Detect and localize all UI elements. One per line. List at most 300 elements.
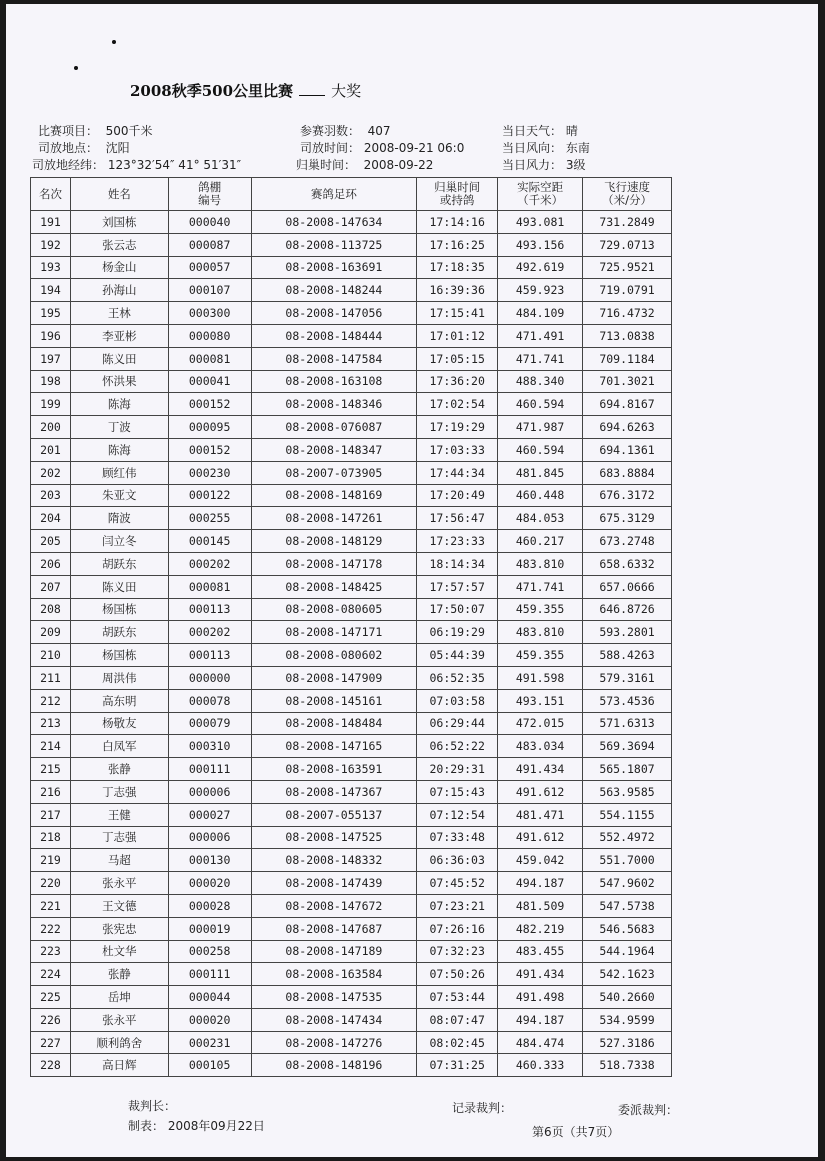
table-row <box>31 484 672 507</box>
cell-loft: 000145 <box>168 530 251 553</box>
cell-loft: 000111 <box>168 758 251 781</box>
cell-name: 隋波 <box>70 507 168 530</box>
cell-rank: 216 <box>31 780 71 803</box>
cell-distance: 491.498 <box>498 986 583 1009</box>
cell-rank: 192 <box>31 233 71 256</box>
cell-name: 张静 <box>70 963 168 986</box>
cell-time: 16:39:36 <box>417 279 498 302</box>
cell-name: 胡跃东 <box>70 621 168 644</box>
cell-speed: 565.1807 <box>583 758 672 781</box>
cell-loft: 000231 <box>168 1031 251 1054</box>
cell-rank: 204 <box>31 507 71 530</box>
cell-name: 张云志 <box>70 233 168 256</box>
cell-speed: 571.6313 <box>583 712 672 735</box>
table-row <box>31 894 672 917</box>
cell-loft: 000300 <box>168 302 251 325</box>
cell-ring: 08-2007-073905 <box>251 461 417 484</box>
cell-loft: 000006 <box>168 826 251 849</box>
cell-name: 王文德 <box>70 894 168 917</box>
cell-distance: 491.434 <box>498 758 583 781</box>
cell-name: 张静 <box>70 758 168 781</box>
cell-speed: 709.1184 <box>583 347 672 370</box>
table-header-row <box>31 178 672 211</box>
cell-time: 07:23:21 <box>417 894 498 917</box>
made-by-date: 制表： 2008年09月22日 <box>128 1119 265 1133</box>
table-row <box>31 1008 672 1031</box>
table-row <box>31 872 672 895</box>
cell-rank: 200 <box>31 416 71 439</box>
cell-distance: 481.509 <box>498 894 583 917</box>
cell-name: 高东明 <box>70 689 168 712</box>
cell-rank: 198 <box>31 370 71 393</box>
return-time-label: 归巢时间： <box>296 158 357 172</box>
cell-time: 07:15:43 <box>417 780 498 803</box>
cell-name: 王林 <box>70 302 168 325</box>
cell-speed: 579.3161 <box>583 666 672 689</box>
cell-time: 17:15:41 <box>417 302 498 325</box>
cell-speed: 534.9599 <box>583 1008 672 1031</box>
cell-name: 怀洪果 <box>70 370 168 393</box>
cell-time: 06:52:22 <box>417 735 498 758</box>
release-time-info <box>300 139 464 156</box>
document-title <box>130 80 361 101</box>
return-time-value: 2008-09-22 <box>363 158 434 172</box>
cell-loft: 000078 <box>168 689 251 712</box>
table-row <box>31 530 672 553</box>
cell-loft: 000107 <box>168 279 251 302</box>
cell-loft: 000202 <box>168 621 251 644</box>
cell-distance: 471.741 <box>498 347 583 370</box>
cell-time: 06:19:29 <box>417 621 498 644</box>
cell-rank: 225 <box>31 986 71 1009</box>
cell-time: 07:33:48 <box>417 826 498 849</box>
table-row <box>31 370 672 393</box>
cell-rank: 206 <box>31 552 71 575</box>
cell-time: 17:19:29 <box>417 416 498 439</box>
cell-time: 20:29:31 <box>417 758 498 781</box>
header-speed-line1: 飞行速度 <box>604 180 651 194</box>
cell-ring: 08-2008-147276 <box>251 1031 417 1054</box>
cell-name: 闫立冬 <box>70 530 168 553</box>
cell-speed: 547.5738 <box>583 894 672 917</box>
wind-force-label: 当日风力： <box>502 158 563 172</box>
cell-distance: 483.034 <box>498 735 583 758</box>
cell-ring: 08-2008-147178 <box>251 552 417 575</box>
cell-speed: 546.5683 <box>583 917 672 940</box>
cell-speed: 694.1361 <box>583 438 672 461</box>
table-row <box>31 507 672 530</box>
cell-time: 18:14:34 <box>417 552 498 575</box>
wind-force-value: 3级 <box>565 158 586 172</box>
cell-rank: 211 <box>31 666 71 689</box>
cell-name: 杨金山 <box>70 256 168 279</box>
cell-name: 杨国栋 <box>70 598 168 621</box>
cell-ring: 08-2008-163691 <box>251 256 417 279</box>
cell-speed: 540.2660 <box>583 986 672 1009</box>
cell-ring: 08-2008-148347 <box>251 438 417 461</box>
cell-time: 07:03:58 <box>417 689 498 712</box>
ink-speck <box>74 66 78 70</box>
cell-loft: 000079 <box>168 712 251 735</box>
cell-ring: 08-2008-147189 <box>251 940 417 963</box>
cell-rank: 228 <box>31 1054 71 1077</box>
cell-name: 张永平 <box>70 1008 168 1031</box>
cell-time: 08:07:47 <box>417 1008 498 1031</box>
cell-time: 17:03:33 <box>417 438 498 461</box>
cell-distance: 483.810 <box>498 621 583 644</box>
table-row <box>31 986 672 1009</box>
cell-time: 17:05:15 <box>417 347 498 370</box>
cell-time: 17:18:35 <box>417 256 498 279</box>
cell-name: 杨敬友 <box>70 712 168 735</box>
table-row <box>31 575 672 598</box>
cell-rank: 195 <box>31 302 71 325</box>
cell-loft: 000041 <box>168 370 251 393</box>
ink-speck <box>112 40 116 44</box>
cell-distance: 484.053 <box>498 507 583 530</box>
release-place-value: 沈阳 <box>105 141 130 155</box>
cell-rank: 218 <box>31 826 71 849</box>
table-row <box>31 416 672 439</box>
table-row <box>31 963 672 986</box>
cell-distance: 483.810 <box>498 552 583 575</box>
cell-rank: 194 <box>31 279 71 302</box>
cell-speed: 573.4536 <box>583 689 672 712</box>
cell-ring: 08-2008-076087 <box>251 416 417 439</box>
cell-ring: 08-2008-148444 <box>251 324 417 347</box>
cell-speed: 716.4732 <box>583 302 672 325</box>
cell-loft: 000081 <box>168 347 251 370</box>
cell-speed: 725.9521 <box>583 256 672 279</box>
table-row <box>31 849 672 872</box>
cell-loft: 000130 <box>168 849 251 872</box>
cell-ring: 08-2008-148129 <box>251 530 417 553</box>
cell-speed: 683.8884 <box>583 461 672 484</box>
cell-rank: 209 <box>31 621 71 644</box>
table-row <box>31 940 672 963</box>
cell-ring: 08-2007-055137 <box>251 803 417 826</box>
cell-speed: 588.4263 <box>583 644 672 667</box>
cell-ring: 08-2008-147909 <box>251 666 417 689</box>
table-row <box>31 347 672 370</box>
header-speed <box>583 178 672 211</box>
cell-name: 刘国栋 <box>70 211 168 234</box>
cell-distance: 481.845 <box>498 461 583 484</box>
cell-distance: 460.333 <box>498 1054 583 1077</box>
cell-loft: 000087 <box>168 233 251 256</box>
cell-distance: 460.594 <box>498 438 583 461</box>
cell-rank: 207 <box>31 575 71 598</box>
cell-rank: 199 <box>31 393 71 416</box>
cell-speed: 658.6332 <box>583 552 672 575</box>
cell-ring: 08-2008-147056 <box>251 302 417 325</box>
weather-label: 当日天气： <box>502 124 563 138</box>
header-ring: 赛鸽足环 <box>251 178 417 211</box>
release-place-info <box>38 139 130 156</box>
cell-ring: 08-2008-080602 <box>251 644 417 667</box>
cell-name: 周洪伟 <box>70 666 168 689</box>
cell-name: 顺利鸽舍 <box>70 1031 168 1054</box>
cell-time: 06:52:35 <box>417 666 498 689</box>
cell-speed: 713.0838 <box>583 324 672 347</box>
release-time-value: 2008-09-21 06:0 <box>363 141 465 155</box>
table-row <box>31 712 672 735</box>
cell-speed: 646.8726 <box>583 598 672 621</box>
cell-distance: 471.741 <box>498 575 583 598</box>
table-row <box>31 826 672 849</box>
table-row <box>31 279 672 302</box>
table-row <box>31 666 672 689</box>
cell-speed: 544.1964 <box>583 940 672 963</box>
count-info <box>300 122 391 139</box>
cell-ring: 08-2008-148244 <box>251 279 417 302</box>
release-place-label: 司放地点： <box>38 141 99 155</box>
header-distance-line2: （千米） <box>517 193 564 207</box>
cell-rank: 191 <box>31 211 71 234</box>
cell-loft: 000258 <box>168 940 251 963</box>
cell-loft: 000057 <box>168 256 251 279</box>
cell-distance: 491.612 <box>498 826 583 849</box>
cell-rank: 203 <box>31 484 71 507</box>
cell-ring: 08-2008-147535 <box>251 986 417 1009</box>
wind-dir-info <box>502 139 590 156</box>
table-row <box>31 780 672 803</box>
cell-speed: 729.0713 <box>583 233 672 256</box>
cell-rank: 197 <box>31 347 71 370</box>
header-name: 姓名 <box>70 178 168 211</box>
cell-loft: 000113 <box>168 598 251 621</box>
cell-ring: 08-2008-148425 <box>251 575 417 598</box>
cell-loft: 000255 <box>168 507 251 530</box>
cell-speed: 563.9585 <box>583 780 672 803</box>
cell-loft: 000040 <box>168 211 251 234</box>
cell-distance: 459.923 <box>498 279 583 302</box>
cell-speed: 675.3129 <box>583 507 672 530</box>
cell-time: 17:01:12 <box>417 324 498 347</box>
cell-ring: 08-2008-147367 <box>251 780 417 803</box>
cell-name: 陈海 <box>70 438 168 461</box>
return-time-info <box>296 156 433 173</box>
count-label: 参赛羽数： <box>300 124 361 138</box>
cell-rank: 202 <box>31 461 71 484</box>
cell-speed: 527.3186 <box>583 1031 672 1054</box>
page-number: 第6页（共7页） <box>532 1125 620 1139</box>
table-row <box>31 256 672 279</box>
cell-time: 17:16:25 <box>417 233 498 256</box>
cell-speed: 569.3694 <box>583 735 672 758</box>
header-time-line2: 或持鸽 <box>439 193 475 207</box>
chief-judge-label: 裁判长： <box>128 1099 177 1113</box>
cell-rank: 217 <box>31 803 71 826</box>
cell-distance: 460.448 <box>498 484 583 507</box>
cell-ring: 08-2008-148346 <box>251 393 417 416</box>
cell-distance: 492.619 <box>498 256 583 279</box>
cell-loft: 000105 <box>168 1054 251 1077</box>
cell-time: 17:14:16 <box>417 211 498 234</box>
cell-name: 杜文华 <box>70 940 168 963</box>
cell-ring: 08-2008-148484 <box>251 712 417 735</box>
cell-time: 08:02:45 <box>417 1031 498 1054</box>
cell-name: 岳坤 <box>70 986 168 1009</box>
table-row <box>31 233 672 256</box>
cell-time: 17:57:57 <box>417 575 498 598</box>
cell-name: 丁志强 <box>70 826 168 849</box>
cell-time: 17:44:34 <box>417 461 498 484</box>
cell-speed: 701.3021 <box>583 370 672 393</box>
cell-ring: 08-2008-147672 <box>251 894 417 917</box>
cell-distance: 491.598 <box>498 666 583 689</box>
cell-time: 17:36:20 <box>417 370 498 393</box>
cell-ring: 08-2008-147434 <box>251 1008 417 1031</box>
cell-ring: 08-2008-147261 <box>251 507 417 530</box>
table-row <box>31 302 672 325</box>
cell-ring: 08-2008-163591 <box>251 758 417 781</box>
cell-rank: 219 <box>31 849 71 872</box>
cell-time: 07:53:44 <box>417 986 498 1009</box>
cell-time: 07:31:25 <box>417 1054 498 1077</box>
cell-rank: 196 <box>31 324 71 347</box>
cell-time: 06:29:44 <box>417 712 498 735</box>
cell-time: 07:50:26 <box>417 963 498 986</box>
cell-name: 李亚彬 <box>70 324 168 347</box>
cell-ring: 08-2008-147171 <box>251 621 417 644</box>
cell-ring: 08-2008-147165 <box>251 735 417 758</box>
cell-loft: 000095 <box>168 416 251 439</box>
header-time <box>417 178 498 211</box>
cell-name: 杨国栋 <box>70 644 168 667</box>
cell-distance: 491.612 <box>498 780 583 803</box>
weather-info <box>502 122 578 139</box>
cell-rank: 212 <box>31 689 71 712</box>
cell-loft: 000122 <box>168 484 251 507</box>
cell-speed: 657.0666 <box>583 575 672 598</box>
cell-speed: 518.7338 <box>583 1054 672 1077</box>
cell-time: 17:50:07 <box>417 598 498 621</box>
cell-distance: 484.474 <box>498 1031 583 1054</box>
cell-loft: 000113 <box>168 644 251 667</box>
table-row <box>31 644 672 667</box>
header-distance <box>498 178 583 211</box>
cell-name: 陈义田 <box>70 347 168 370</box>
cell-distance: 460.217 <box>498 530 583 553</box>
cell-speed: 554.1155 <box>583 803 672 826</box>
results-table <box>30 177 672 1077</box>
cell-rank: 223 <box>31 940 71 963</box>
cell-speed: 694.6263 <box>583 416 672 439</box>
release-time-label: 司放时间： <box>300 141 361 155</box>
table-row <box>31 598 672 621</box>
cell-distance: 488.340 <box>498 370 583 393</box>
cell-ring: 08-2008-148196 <box>251 1054 417 1077</box>
cell-ring: 08-2008-147634 <box>251 211 417 234</box>
coords-value: 123°32′54″ 41° 51′31″ <box>107 158 242 172</box>
cell-ring: 08-2008-147525 <box>251 826 417 849</box>
cell-name: 胡跃东 <box>70 552 168 575</box>
cell-loft: 000044 <box>168 986 251 1009</box>
wind-dir-label: 当日风向： <box>502 141 563 155</box>
cell-distance: 471.491 <box>498 324 583 347</box>
cell-loft: 000080 <box>168 324 251 347</box>
cell-distance: 493.151 <box>498 689 583 712</box>
cell-distance: 484.109 <box>498 302 583 325</box>
cell-distance: 459.042 <box>498 849 583 872</box>
cell-ring: 08-2008-080605 <box>251 598 417 621</box>
cell-name: 王健 <box>70 803 168 826</box>
cell-distance: 494.187 <box>498 1008 583 1031</box>
event-label: 比赛项目： <box>38 124 99 138</box>
cell-loft: 000000 <box>168 666 251 689</box>
cell-time: 07:12:54 <box>417 803 498 826</box>
coords-info <box>32 156 241 173</box>
cell-rank: 193 <box>31 256 71 279</box>
cell-time: 07:32:23 <box>417 940 498 963</box>
cell-time: 06:36:03 <box>417 849 498 872</box>
cell-speed: 593.2801 <box>583 621 672 644</box>
cell-time: 17:56:47 <box>417 507 498 530</box>
table-row <box>31 552 672 575</box>
cell-rank: 214 <box>31 735 71 758</box>
table-row <box>31 917 672 940</box>
cell-distance: 482.219 <box>498 917 583 940</box>
cell-speed: 547.9602 <box>583 872 672 895</box>
cell-time: 17:02:54 <box>417 393 498 416</box>
cell-speed: 552.4972 <box>583 826 672 849</box>
table-row <box>31 324 672 347</box>
cell-loft: 000152 <box>168 393 251 416</box>
cell-rank: 222 <box>31 917 71 940</box>
table-row <box>31 803 672 826</box>
cell-name: 张永平 <box>70 872 168 895</box>
table-row <box>31 1054 672 1077</box>
cell-distance: 493.156 <box>498 233 583 256</box>
cell-rank: 205 <box>31 530 71 553</box>
cell-distance: 483.455 <box>498 940 583 963</box>
cell-time: 05:44:39 <box>417 644 498 667</box>
cell-loft: 000006 <box>168 780 251 803</box>
cell-loft: 000020 <box>168 872 251 895</box>
table-row <box>31 758 672 781</box>
cell-ring: 08-2008-148169 <box>251 484 417 507</box>
coords-label: 司放地经纬： <box>32 158 105 172</box>
recorder-judge-label: 记录裁判： <box>452 1101 513 1115</box>
cell-name: 白凤军 <box>70 735 168 758</box>
cell-name: 陈海 <box>70 393 168 416</box>
cell-name: 高日辉 <box>70 1054 168 1077</box>
event-value: 500千米 <box>105 124 153 138</box>
cell-rank: 213 <box>31 712 71 735</box>
table-row <box>31 735 672 758</box>
cell-name: 陈义田 <box>70 575 168 598</box>
cell-speed: 694.8167 <box>583 393 672 416</box>
cell-rank: 224 <box>31 963 71 986</box>
cell-ring: 08-2008-163108 <box>251 370 417 393</box>
cell-loft: 000152 <box>168 438 251 461</box>
wind-force-info <box>502 156 585 173</box>
cell-loft: 000202 <box>168 552 251 575</box>
table-row <box>31 211 672 234</box>
cell-distance: 494.187 <box>498 872 583 895</box>
event-info <box>38 122 153 139</box>
title-text: 2008秋季500公里比赛 <box>130 82 294 100</box>
cell-ring: 08-2008-145161 <box>251 689 417 712</box>
cell-speed: 676.3172 <box>583 484 672 507</box>
table-row <box>31 461 672 484</box>
weather-value: 晴 <box>565 124 578 138</box>
cell-distance: 481.471 <box>498 803 583 826</box>
cell-distance: 459.355 <box>498 644 583 667</box>
header-loft-line2: 编号 <box>198 193 222 207</box>
cell-name: 马超 <box>70 849 168 872</box>
